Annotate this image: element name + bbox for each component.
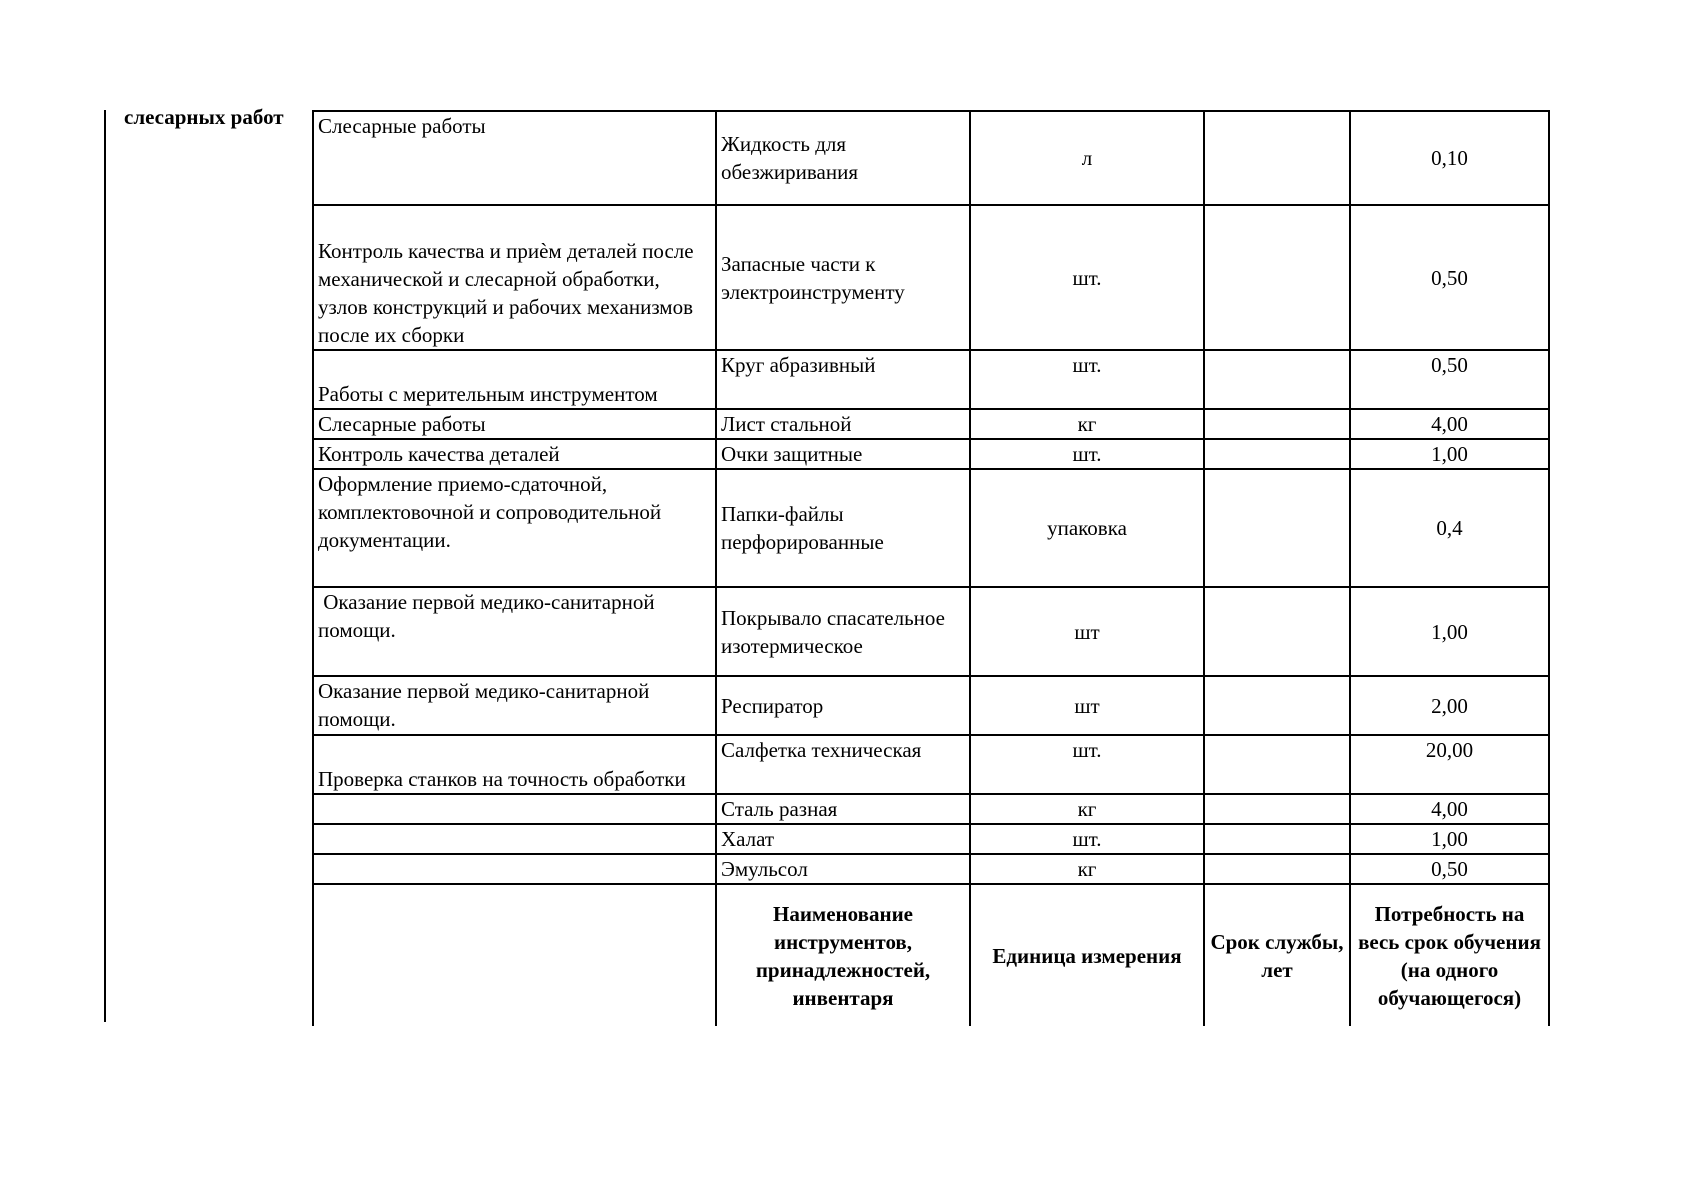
item-cell: Респиратор: [716, 676, 970, 735]
left-border-rule: [104, 110, 106, 1022]
quantity-cell: 4,00: [1350, 409, 1549, 439]
table-header-row: [313, 884, 1549, 1026]
unit-cell: шт.: [970, 205, 1204, 350]
item-cell: Салфетка техническая: [716, 735, 970, 794]
table-row: [313, 409, 1549, 439]
table-row: [313, 854, 1549, 884]
quantity-cell: 4,00: [1350, 794, 1549, 824]
work-cell: Работы с мерительным инструментом: [313, 350, 716, 409]
table-row: [313, 350, 1549, 409]
quantity-cell: 1,00: [1350, 824, 1549, 854]
work-cell: Проверка станков на точность обработки: [313, 735, 716, 794]
table-row: [313, 587, 1549, 676]
item-cell: Папки-файлы перфорированные: [716, 469, 970, 587]
work-cell: [313, 824, 716, 854]
quantity-cell: 0,10: [1350, 111, 1549, 205]
table-row: [313, 676, 1549, 735]
unit-cell: л: [970, 111, 1204, 205]
service-life-cell: [1204, 854, 1350, 884]
materials-table: [312, 110, 1550, 1026]
table-row: [313, 794, 1549, 824]
quantity-cell: 1,00: [1350, 439, 1549, 469]
service-life-cell: [1204, 111, 1350, 205]
item-cell: Запасные части к электроинструменту: [716, 205, 970, 350]
section-label: слесарных работ: [124, 105, 284, 129]
work-cell: Слесарные работы: [313, 409, 716, 439]
item-cell: Очки защитные: [716, 439, 970, 469]
item-cell: Круг абразивный: [716, 350, 970, 409]
item-cell: Халат: [716, 824, 970, 854]
quantity-cell: 1,00: [1350, 587, 1549, 676]
header-work-cell: [313, 884, 716, 1026]
table-row: [313, 735, 1549, 794]
service-life-cell: [1204, 469, 1350, 587]
table-row: [313, 469, 1549, 587]
header-item-name: Наименование инструментов, принадлежностей, инвентаря: [716, 884, 970, 1026]
unit-cell: шт.: [970, 350, 1204, 409]
service-life-cell: [1204, 735, 1350, 794]
work-cell: Оказание первой медико-санитарной помощи.: [313, 676, 716, 735]
table-row: [313, 205, 1549, 350]
unit-cell: шт: [970, 587, 1204, 676]
service-life-cell: [1204, 205, 1350, 350]
work-cell: Слесарные работы: [313, 111, 716, 205]
item-cell: Эмульсол: [716, 854, 970, 884]
table-row: [313, 824, 1549, 854]
quantity-cell: 20,00: [1350, 735, 1549, 794]
item-cell: Сталь разная: [716, 794, 970, 824]
unit-cell: кг: [970, 854, 1204, 884]
service-life-cell: [1204, 676, 1350, 735]
item-cell: Лист стальной: [716, 409, 970, 439]
quantity-cell: 0,50: [1350, 350, 1549, 409]
table-row: [313, 439, 1549, 469]
unit-cell: шт.: [970, 824, 1204, 854]
item-cell: Покрывало спасательное изотермическое: [716, 587, 970, 676]
work-cell: Контроль качества деталей: [313, 439, 716, 469]
quantity-cell: 2,00: [1350, 676, 1549, 735]
work-cell: Оформление приемо-сдаточной, комплектовочной и сопроводительной документации.: [313, 469, 716, 587]
unit-cell: кг: [970, 794, 1204, 824]
work-cell: Контроль качества и приѐм деталей после механической и слесарной обработки, узлов конструкций и рабочих механизмов после их сборки: [313, 205, 716, 350]
table-row: [313, 111, 1549, 205]
unit-cell: шт.: [970, 735, 1204, 794]
service-life-cell: [1204, 350, 1350, 409]
header-service-life: Срок службы, лет: [1204, 884, 1350, 1026]
service-life-cell: [1204, 409, 1350, 439]
unit-cell: кг: [970, 409, 1204, 439]
unit-cell: упаковка: [970, 469, 1204, 587]
quantity-cell: 0,4: [1350, 469, 1549, 587]
work-cell: [313, 854, 716, 884]
header-unit: Единица измерения: [970, 884, 1204, 1026]
work-cell: Оказание первой медико-санитарной помощи.: [313, 587, 716, 676]
service-life-cell: [1204, 824, 1350, 854]
unit-cell: шт: [970, 676, 1204, 735]
work-cell: [313, 794, 716, 824]
unit-cell: шт.: [970, 439, 1204, 469]
header-quantity: Потребность на весь срок обучения (на одного обучающегося): [1350, 884, 1549, 1026]
quantity-cell: 0,50: [1350, 205, 1549, 350]
service-life-cell: [1204, 439, 1350, 469]
service-life-cell: [1204, 587, 1350, 676]
item-cell: Жидкость для обезжиривания: [716, 111, 970, 205]
quantity-cell: 0,50: [1350, 854, 1549, 884]
service-life-cell: [1204, 794, 1350, 824]
